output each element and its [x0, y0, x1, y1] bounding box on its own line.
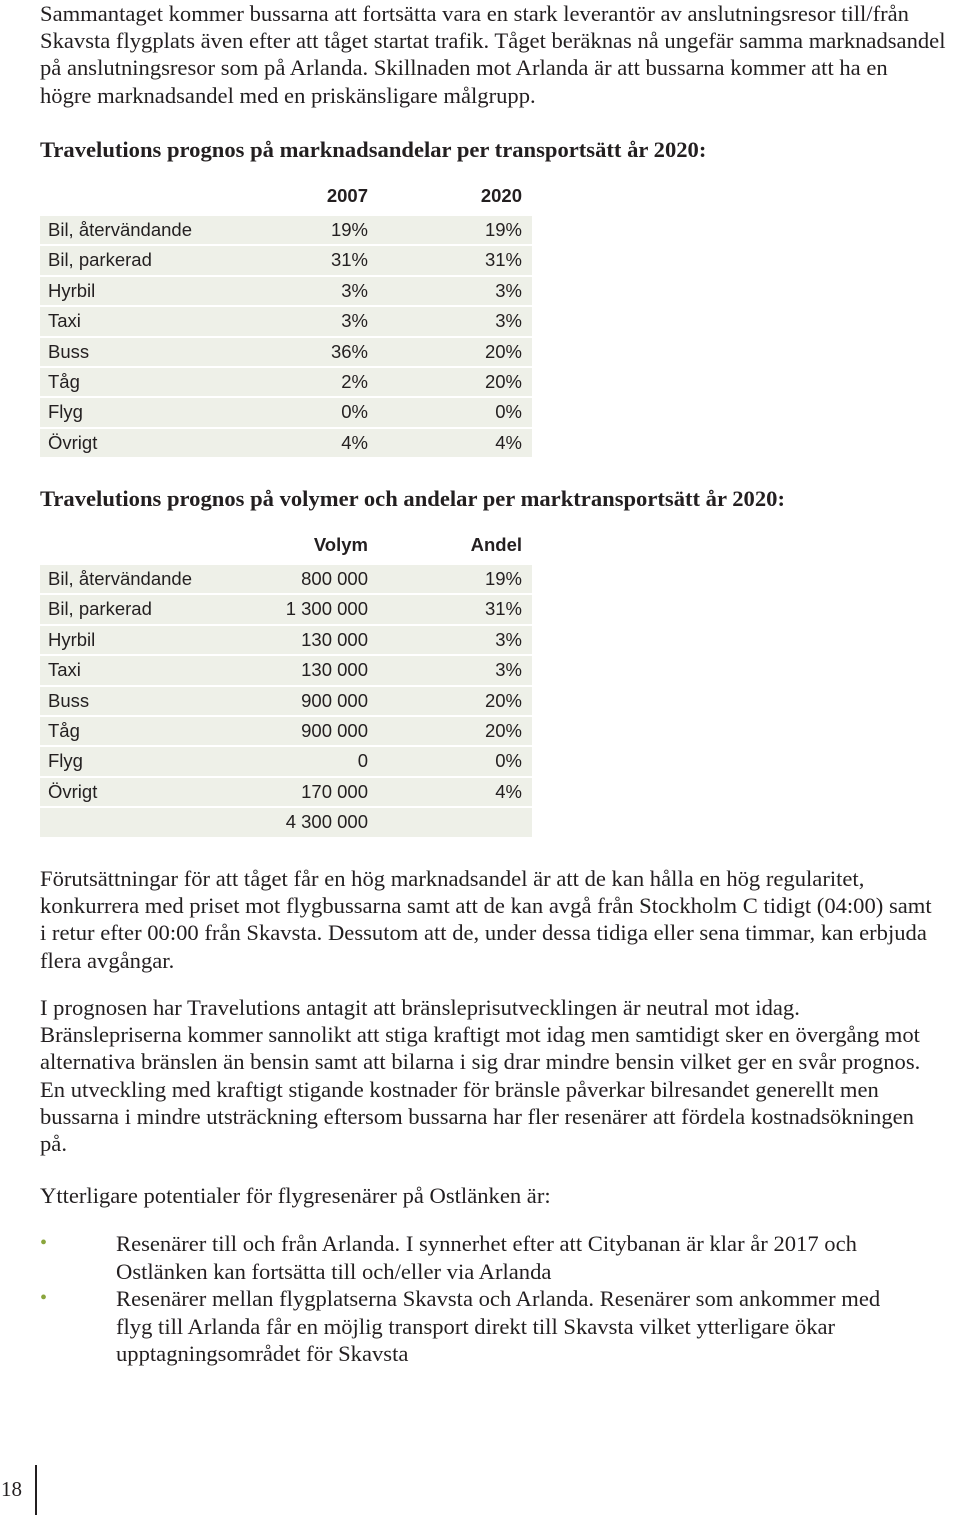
fuel-line: En utveckling med kraftigt stigande kostnader för bränsle påverkar bilresandet generellt men [40, 1076, 879, 1102]
share-2007-cell: 19% [330, 219, 368, 240]
share-2020-cell: 3% [495, 279, 522, 301]
share-2020-cell: 20% [484, 371, 522, 393]
total-row [40, 808, 532, 836]
transport-mode-cell: Bil, återvändande [48, 219, 192, 240]
table-row [40, 307, 532, 335]
transport-mode-cell: Övrigt [48, 780, 98, 802]
header-volume: Volym [313, 534, 368, 555]
table-row [40, 398, 532, 426]
transport-mode-cell: Taxi [48, 659, 81, 681]
share-cell: 3% [495, 659, 522, 681]
table-row [40, 595, 532, 623]
share-cell: 0% [495, 750, 522, 772]
volume-cell: 800 000 [301, 568, 368, 589]
transport-mode-cell: Taxi [48, 310, 81, 332]
fuel-paragraph [40, 994, 920, 1157]
bullet-icon: • [40, 1232, 48, 1254]
share-2007-cell: 2% [341, 371, 368, 393]
potentials-bullet-list [40, 1230, 920, 1368]
header-empty-cell [40, 181, 260, 216]
conditions-line: konkurrera med priset mot flygbussarna samt att de kan avgå från Stockholm C tidigt (04:00) samt [40, 893, 932, 919]
market-share-heading: Travelutions prognos på marknadsandelar per transportsätt år 2020: [40, 137, 707, 162]
table-header-row [40, 530, 532, 565]
fuel-line: bussarna i mindre utsträckning eftersom bussarna har fler resenärer att fördela kostnadsökningen [40, 1103, 914, 1129]
share-cell: 3% [495, 628, 522, 650]
share-cell: 31% [484, 598, 522, 620]
table-row [40, 216, 532, 244]
table-row [40, 778, 532, 806]
volume-cell: 130 000 [301, 659, 368, 681]
bullet-line: Resenärer till och från Arlanda. I synnerhet efter att Citybanan är klar år 2017 och [116, 1231, 857, 1256]
volume-cell: 900 000 [301, 689, 368, 711]
total-volume-cell: 4 300 000 [285, 811, 368, 833]
fuel-line: I prognosen har Travelutions antagit att bränsleprisutvecklingen är neutral mot idag. [40, 995, 800, 1020]
transport-mode-cell: Flyg [48, 401, 83, 423]
conditions-line: i retur efter 00:00 från Skavsta. Dessutom att de, under dessa tidiga eller sena timmar, kan erbjuda [40, 920, 927, 946]
volume-cell: 900 000 [301, 720, 368, 742]
bullet-icon: • [40, 1287, 48, 1309]
transport-mode-cell: Övrigt [48, 431, 98, 453]
share-2020-cell: 19% [484, 219, 522, 240]
intro-paragraph [40, 0, 945, 109]
table-row [40, 429, 532, 457]
transport-mode-cell: Tåg [48, 720, 80, 742]
share-cell: 20% [484, 689, 522, 711]
potentials-intro: Ytterligare potentialer för flygresenärer på Ostlänken är: [40, 1183, 551, 1208]
share-2007-cell: 36% [330, 340, 368, 362]
volume-table [40, 530, 532, 839]
volume-cell: 170 000 [301, 780, 368, 802]
table-row [40, 277, 532, 305]
table-row [40, 656, 532, 684]
transport-mode-cell: Bil, återvändande [48, 568, 192, 589]
share-2007-cell: 4% [341, 431, 368, 453]
share-2007-cell: 31% [330, 249, 368, 271]
share-cell: 20% [484, 720, 522, 742]
table-row [40, 687, 532, 715]
table-row [40, 368, 532, 396]
share-2020-cell: 0% [495, 401, 522, 423]
share-2020-cell: 31% [484, 249, 522, 271]
header-year-2007: 2007 [326, 185, 368, 206]
header-empty-cell [40, 530, 260, 565]
volume-heading: Travelutions prognos på volymer och andelar per marktransportsätt år 2020: [40, 486, 785, 511]
volume-cell: 0 [357, 750, 368, 772]
total-label-cell [40, 808, 260, 836]
volume-cell: 1 300 000 [285, 598, 368, 620]
transport-mode-cell: Tåg [48, 371, 80, 393]
table-row [40, 626, 532, 654]
transport-mode-cell: Bil, parkerad [48, 249, 152, 271]
table-row [40, 747, 532, 775]
volume-cell: 130 000 [301, 628, 368, 650]
intro-line: Skavsta flygplats även efter att tåget startat trafik. Tåget beräknas nå ungefär samma marknadsandel [40, 28, 946, 54]
conditions-line: Förutsättningar för att tåget får en hög marknadsandel är att de kan hålla en hög regularitet, [40, 866, 865, 891]
share-2007-cell: 3% [341, 279, 368, 301]
bullet-line: flyg till Arlanda får en möjlig transport direkt till Skavsta vilket ytterligare ökar [116, 1313, 836, 1339]
intro-line: Sammantaget kommer bussarna att fortsätta vara en stark leverantör av anslutningsresor till/från [40, 1, 909, 26]
total-share-cell [376, 808, 532, 836]
table-row [40, 246, 532, 274]
table-row [40, 565, 532, 593]
list-item [40, 1230, 920, 1285]
fuel-line: Bränslepriserna kommer sannolikt att stiga kraftigt mot idag men samtidigt sker en övergång mot [40, 1022, 920, 1048]
bullet-line: upptagningsområdet för Skavsta [116, 1341, 409, 1366]
transport-mode-cell: Buss [48, 689, 90, 711]
transport-mode-cell: Buss [48, 340, 90, 362]
share-cell: 19% [484, 568, 522, 589]
transport-mode-cell: Hyrbil [48, 279, 96, 301]
market-share-table [40, 181, 532, 459]
fuel-line: på. [40, 1131, 67, 1157]
header-year-2020: 2020 [480, 185, 522, 206]
intro-line: på anslutningsresor som på Arlanda. Skillnaden mot Arlanda är att bussarna kommer att ha en [40, 55, 888, 81]
table-row [40, 338, 532, 366]
conditions-paragraph [40, 865, 932, 974]
transport-mode-cell: Hyrbil [48, 628, 96, 650]
header-share: Andel [470, 534, 522, 555]
list-item [40, 1285, 920, 1368]
share-cell: 4% [495, 780, 522, 802]
transport-mode-cell: Flyg [48, 750, 83, 772]
share-2007-cell: 3% [341, 310, 368, 332]
page-number: 18 [1, 1477, 22, 1501]
bullet-line: Ostlänken kan fortsätta till och/eller via Arlanda [116, 1258, 552, 1284]
table-row [40, 717, 532, 745]
page-number-divider [35, 1465, 37, 1515]
bullet-line: Resenärer mellan flygplatserna Skavsta och Arlanda. Resenärer som ankommer med [116, 1286, 881, 1311]
share-2020-cell: 20% [484, 340, 522, 362]
share-2020-cell: 4% [495, 431, 522, 453]
fuel-line: alternativa bränslen än bensin samt att bilarna i sig drar mindre bensin vilket ger en svår prognos. [40, 1049, 921, 1075]
conditions-line: flera avgångar. [40, 947, 175, 973]
transport-mode-cell: Bil, parkerad [48, 598, 152, 620]
share-2007-cell: 0% [341, 401, 368, 423]
table-header-row [40, 181, 532, 216]
share-2020-cell: 3% [495, 310, 522, 332]
intro-line: högre marknadsandel med en priskänsligare målgrupp. [40, 82, 536, 108]
